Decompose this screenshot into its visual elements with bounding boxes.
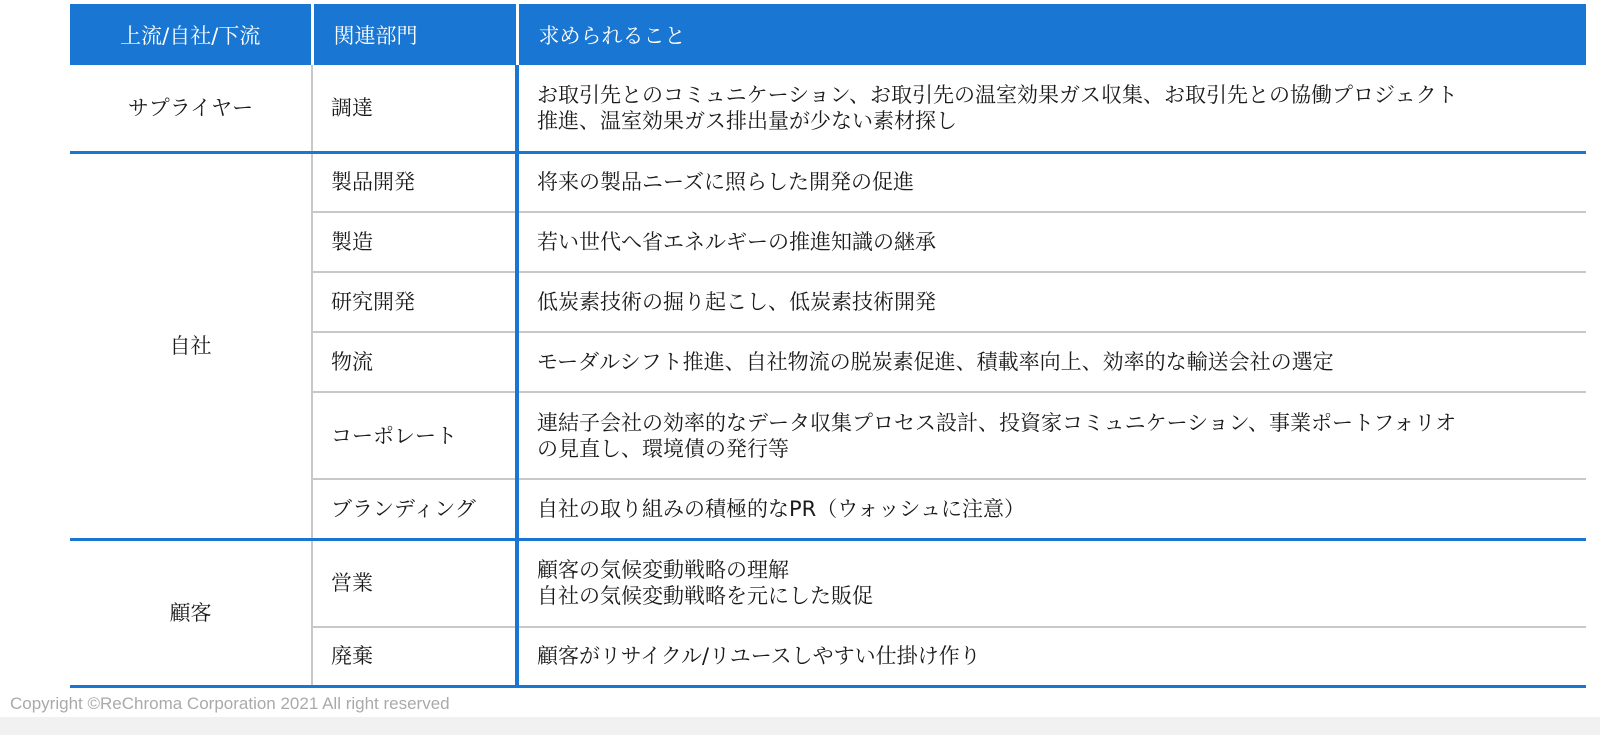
requirement-line: 自社の気候変動戦略を元にした販促 [537,584,873,609]
department-cell: 調達 [312,65,517,152]
category-supplier: サプライヤー [70,65,312,152]
requirement-cell [517,65,1586,152]
header-stream: 上流/自社/下流 [70,4,312,65]
department-cell: 研究開発 [312,272,517,332]
table-row [70,65,1586,152]
requirement-cell [517,152,1586,212]
requirement-cell [517,332,1586,392]
requirement-line: 推進、温室効果ガス排出量が少ない素材探し [537,108,957,133]
category-customer: 顧客 [70,539,312,686]
department-cell: 製品開発 [312,152,517,212]
requirement-cell [517,212,1586,272]
requirement-line: 連結子会社の効率的なデータ収集プロセス設計、投資家コミュニケーション、事業ポートフォリオ [537,410,1457,435]
department-cell: 営業 [312,539,517,627]
requirement-cell [517,392,1586,479]
requirement-line: の見直し、環境債の発行等 [537,436,789,461]
requirement-line: モーダルシフト推進、自社物流の脱炭素促進、積載率向上、効率的な輸送会社の選定 [537,350,1334,374]
copyright-notice: Copyright ©ReChroma Corporation 2021 All right reserved [10,694,450,713]
requirement-cell [517,479,1586,539]
requirement-line: 自社の取り組みの積極的なPR（ウォッシュに注意） [537,496,1025,521]
requirement-line: 低炭素技術の掘り起こし、低炭素技術開発 [537,290,936,314]
department-cell: ブランディング [312,479,517,539]
bottom-strip [0,717,1600,735]
requirement-line: 若い世代へ省エネルギーの推進知識の継承 [537,230,936,254]
header-department: 関連部門 [312,4,517,65]
requirement-line: お取引先とのコミュニケーション、お取引先の温室効果ガス収集、お取引先との協働プロジェクト [537,82,1458,107]
requirement-cell [517,272,1586,332]
requirement-line: 顧客の気候変動戦略の理解 [537,558,789,583]
department-cell: 廃棄 [312,627,517,686]
table-header-row [70,4,1586,65]
requirement-cell [517,627,1586,686]
table-row [70,539,1586,627]
category-own-company: 自社 [70,152,312,539]
department-cell: コーポレート [312,392,517,479]
requirement-line: 将来の製品ニーズに照らした開発の促進 [537,170,914,195]
header-requirements: 求められること [517,4,1586,65]
table-row [70,152,1586,212]
department-requirements-table [70,4,1586,688]
requirement-cell [517,539,1586,627]
department-cell: 物流 [312,332,517,392]
requirement-line: 顧客がリサイクル/リユースしやすい仕掛け作り [537,644,981,669]
department-cell: 製造 [312,212,517,272]
